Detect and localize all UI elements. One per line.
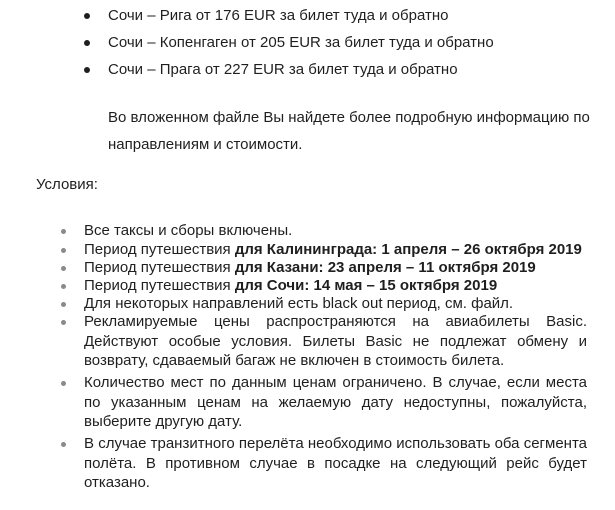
condition-plain-text: Рекламируемые цены распространяются на авиабилеты Basic. Действуют особые условия. Билеты Basic не подлежат обмену и возврату, сдаваемый багаж не включен в стоимость билета. bbox=[84, 313, 587, 370]
condition-plain-text: В случае транзитного перелёта необходимо использовать оба сегмента полёта. В противном случае в посадке на следующий рейс будет отказано. bbox=[84, 435, 587, 492]
condition-text bbox=[84, 294, 587, 314]
condition-plain-text: Для некоторых направлений есть black out период, см. файл. bbox=[84, 295, 514, 312]
route-offer-text: Сочи – Рига от 176 EUR за билет туда и обратно bbox=[108, 7, 449, 24]
bullet-icon bbox=[61, 284, 66, 289]
conditions-heading: Условия: bbox=[36, 176, 98, 193]
route-offer-text: Сочи – Прага от 227 EUR за билет туда и обратно bbox=[108, 61, 458, 78]
condition-text bbox=[84, 258, 587, 278]
condition-text bbox=[84, 221, 587, 241]
bullet-icon bbox=[61, 266, 66, 271]
condition-text bbox=[84, 312, 587, 371]
condition-bold-text: для Казани: 23 апреля – 11 октября 2019 bbox=[234, 259, 536, 276]
condition-plain-text: Все таксы и сборы включены. bbox=[84, 222, 293, 239]
condition-plain-text: Период путешествия bbox=[84, 277, 235, 294]
condition-text bbox=[84, 434, 587, 493]
bullet-icon bbox=[84, 13, 90, 19]
condition-bold-text: для Сочи: 14 мая – 15 октября 2019 bbox=[234, 277, 498, 294]
bullet-icon bbox=[61, 302, 66, 307]
bullet-icon bbox=[84, 40, 90, 46]
condition-plain-text: Период путешествия bbox=[84, 259, 235, 276]
condition-text bbox=[84, 373, 587, 432]
bullet-icon bbox=[61, 381, 66, 386]
bullet-icon bbox=[61, 442, 66, 447]
bullet-icon bbox=[84, 67, 90, 73]
condition-text bbox=[84, 240, 587, 260]
condition-plain-text: Количество мест по данным ценам ограничено. В случае, если места по указанным ценам на желаемую дату недоступны, пожалуйста, выберите другую дату. bbox=[84, 374, 587, 431]
condition-bold-text: для Калининграда: 1 апреля – 26 октября 2019 bbox=[234, 241, 582, 258]
condition-text bbox=[84, 276, 587, 296]
bullet-icon bbox=[61, 320, 66, 325]
attachment-note: Во вложенном файле Вы найдете более подробную информацию по направлениям и стоимости. bbox=[108, 109, 590, 153]
route-offer-text: Сочи – Копенгаген от 205 EUR за билет туда и обратно bbox=[108, 34, 494, 51]
bullet-icon bbox=[61, 229, 66, 234]
bullet-icon bbox=[61, 248, 66, 253]
condition-plain-text: Период путешествия bbox=[84, 241, 235, 258]
